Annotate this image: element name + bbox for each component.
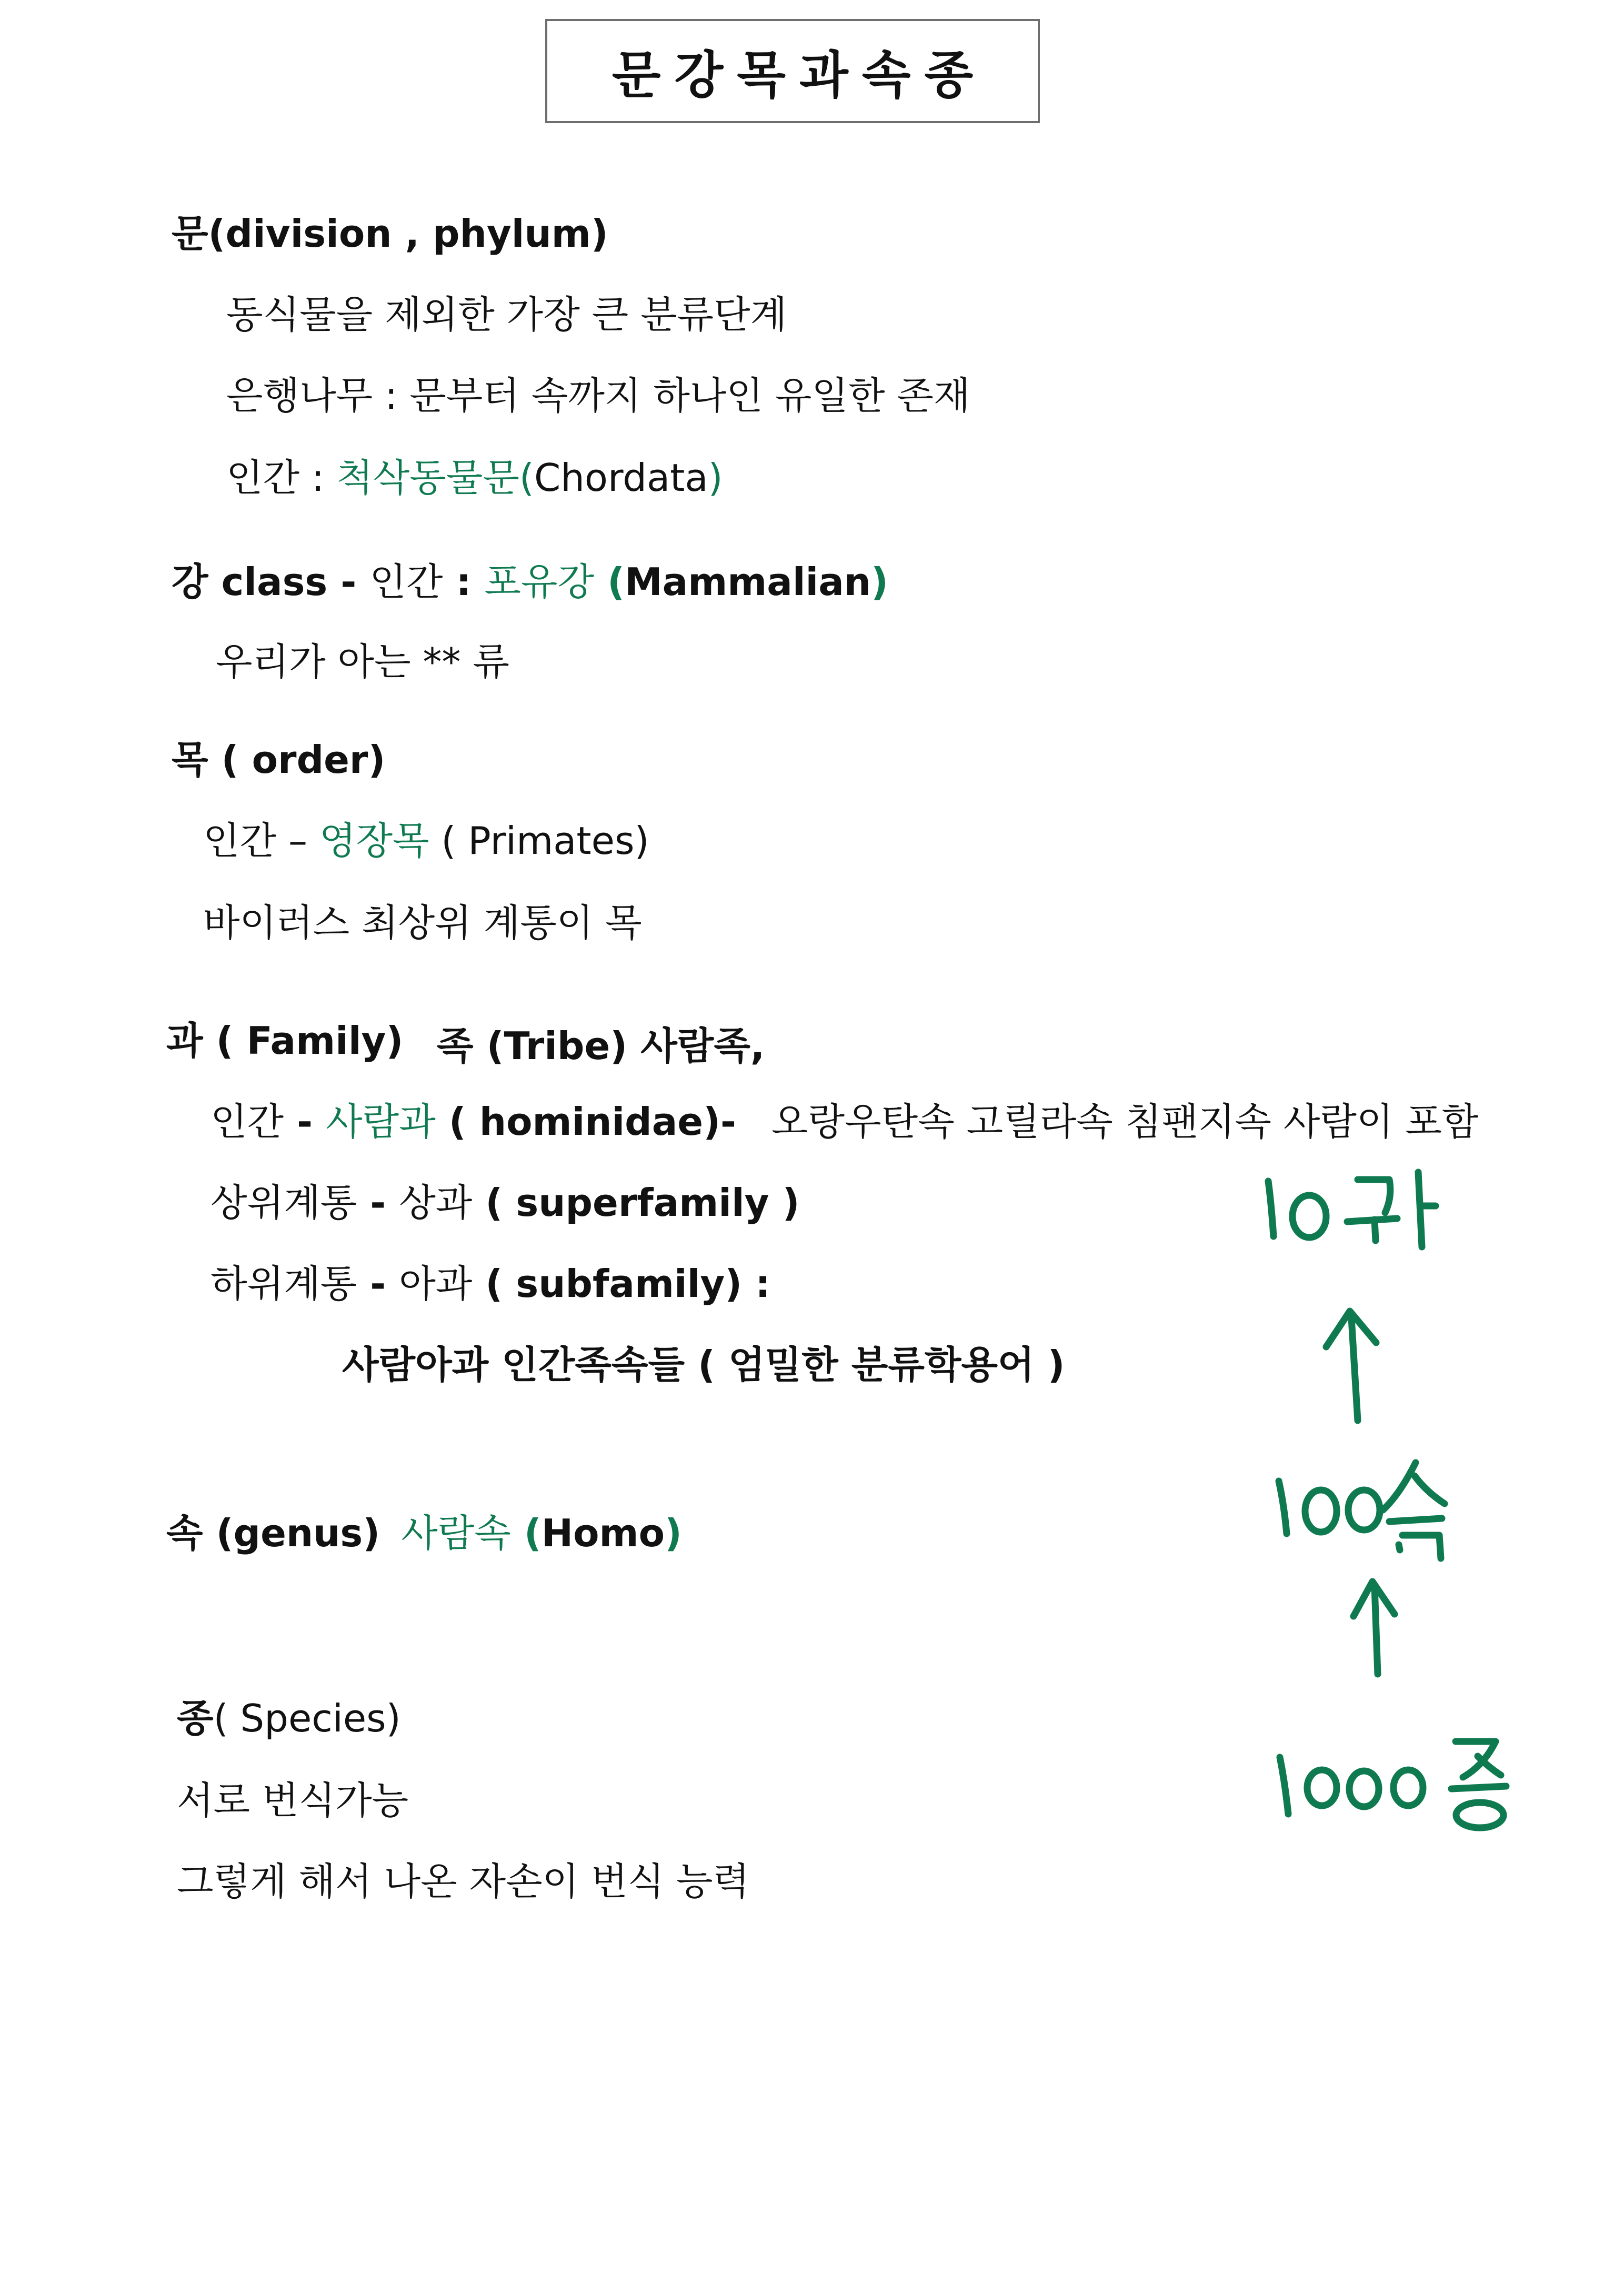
order-heading: 목 ( order) bbox=[172, 738, 386, 782]
family-line-1-dash: - bbox=[284, 1100, 326, 1144]
division-heading: 문(division , phylum) bbox=[172, 212, 608, 256]
family-line-3-prefix: 하위계통 bbox=[210, 1262, 357, 1306]
hominidae-korean: 사람과 bbox=[326, 1100, 436, 1144]
species-heading-latin: ( Species) bbox=[213, 1696, 401, 1740]
superfamily-korean: 상과 bbox=[399, 1181, 473, 1225]
class-line-1: 우리가 아는 ** 류 bbox=[216, 640, 509, 684]
handwritten-label-1000-species bbox=[1280, 1741, 1506, 1828]
homo-open-paren: ( bbox=[510, 1511, 542, 1555]
homo-latin: Homo bbox=[541, 1511, 665, 1555]
handwritten-label-10-family bbox=[1268, 1172, 1436, 1247]
homo-korean: 사람속 bbox=[401, 1511, 511, 1555]
family-line-2-prefix: 상위계통 bbox=[210, 1181, 357, 1225]
family-line-2-dash: - bbox=[357, 1181, 399, 1225]
handwritten-label-100-genus bbox=[1279, 1463, 1445, 1558]
order-line-2: 바이러스 최상위 계통이 목 bbox=[203, 901, 642, 945]
genus-heading-label: 속 (genus) bbox=[166, 1511, 380, 1555]
division-line-3-prefix: 인간 : bbox=[226, 456, 337, 500]
family-line-1-members: 오랑우탄속 고릴라속 침팬지속 사람이 포함 bbox=[771, 1100, 1479, 1144]
species-line-2: 그렇게 해서 나온 자손이 번식 능력 bbox=[177, 1859, 750, 1904]
page-title: 문강목과속종 bbox=[611, 45, 987, 105]
mammalia-open-paren: ( bbox=[594, 560, 625, 604]
family-heading: 과 ( Family) bbox=[166, 1019, 404, 1063]
family-line-4: 사람아과 인간족속들 ( 엄밀한 분류학용어 ) bbox=[342, 1343, 1065, 1387]
division-line-1: 동식물을 제외한 가장 큰 분류단계 bbox=[226, 293, 787, 337]
subfamily-korean: 아과 bbox=[399, 1262, 473, 1306]
division-line-2: 은행나무 : 문부터 속까지 하나인 유일한 존재 bbox=[226, 374, 970, 418]
chordata-latin: Chordata bbox=[534, 456, 708, 500]
primates-latin: ( Primates) bbox=[429, 819, 649, 863]
mammalia-close-paren: ) bbox=[871, 560, 888, 604]
class-heading-human: 인간 bbox=[369, 560, 443, 604]
up-arrow-icon bbox=[1326, 1311, 1376, 1421]
tribe-heading: 족 (Tribe) 사람족, bbox=[437, 1024, 765, 1068]
up-arrow-icon bbox=[1354, 1582, 1395, 1674]
primates-korean: 영장목 bbox=[319, 819, 429, 863]
class-heading-label: 강 class - bbox=[172, 560, 370, 604]
homo-close-paren: ) bbox=[665, 1511, 682, 1555]
order-line-1-prefix: 인간 – bbox=[203, 819, 319, 863]
chordata-close-paren: ) bbox=[708, 456, 723, 500]
class-heading-colon: : bbox=[443, 560, 485, 604]
mammalia-korean: 포유강 bbox=[484, 560, 594, 604]
hominidae-latin: ( hominidae)- bbox=[435, 1100, 736, 1144]
species-line-1: 서로 번식가능 bbox=[177, 1778, 409, 1822]
mammalia-latin: Mammalian bbox=[624, 560, 871, 604]
subfamily-latin: ( subfamily) : bbox=[472, 1262, 771, 1306]
species-heading-label: 종 bbox=[177, 1696, 214, 1740]
chordata-korean: 척삭동물문( bbox=[336, 456, 534, 500]
superfamily-latin: ( superfamily ) bbox=[472, 1181, 800, 1225]
family-line-1-prefix: 인간 bbox=[210, 1100, 284, 1144]
family-line-3-dash: - bbox=[357, 1262, 399, 1306]
